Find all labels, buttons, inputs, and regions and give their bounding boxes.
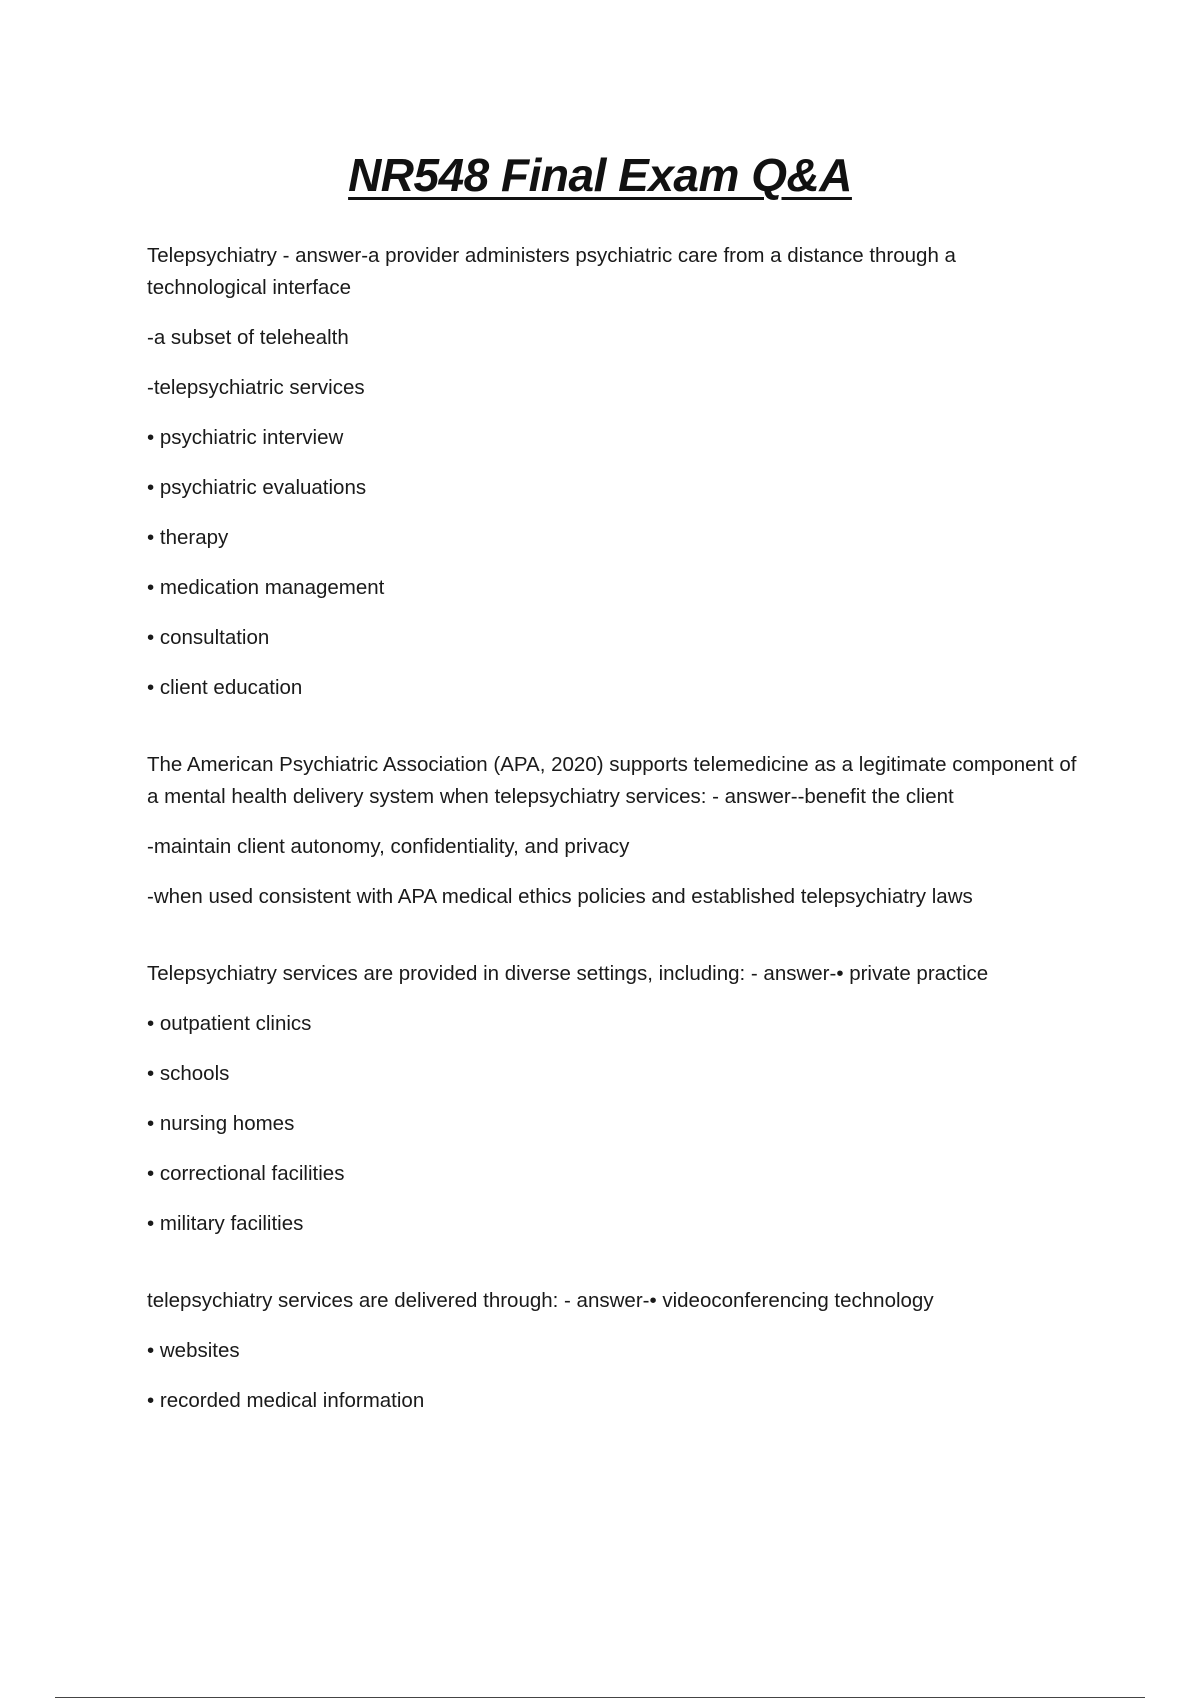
qa-section-telepsychiatry [147, 240, 1077, 704]
qa-question: Telepsychiatry services are provided in diverse settings, including: - answer-• private practice [147, 962, 989, 985]
qa-line: -telepsychiatric services [147, 376, 365, 399]
qa-line: • schools [147, 1062, 230, 1085]
qa-line: • psychiatric evaluations [147, 476, 367, 499]
qa-line: -when used consistent with APA medical ethics policies and established telepsychiatry laws [147, 885, 973, 908]
document-body [147, 240, 1077, 1462]
qa-section-settings [147, 958, 1077, 1240]
qa-line: • military facilities [147, 1212, 304, 1235]
qa-line: • nursing homes [147, 1112, 295, 1135]
qa-line: • outpatient clinics [147, 1012, 312, 1035]
qa-line: • therapy [147, 526, 229, 549]
qa-line: • psychiatric interview [147, 426, 344, 449]
qa-line: -a subset of telehealth [147, 326, 349, 349]
qa-line: • websites [147, 1339, 240, 1362]
qa-line: • correctional facilities [147, 1162, 345, 1185]
footer-divider [55, 1697, 1145, 1698]
document-title: NR548 Final Exam Q&A [348, 149, 852, 201]
qa-line: • consultation [147, 626, 270, 649]
qa-section-delivery [147, 1285, 1077, 1417]
qa-question: Telepsychiatry - answer-a provider administers psychiatric care from a distance through a technological interface [147, 244, 956, 299]
qa-line: • client education [147, 676, 303, 699]
qa-question: telepsychiatry services are delivered through: - answer-• videoconferencing technology [147, 1289, 934, 1312]
qa-section-apa [147, 749, 1077, 913]
qa-question: The American Psychiatric Association (APA, 2020) supports telemedicine as a legitimate component of a mental health delivery system when telepsychiatry services: - answer--benefit the client [147, 753, 1077, 808]
qa-line: -maintain client autonomy, confidentiality, and privacy [147, 835, 630, 858]
qa-line: • medication management [147, 576, 385, 599]
qa-line: • recorded medical information [147, 1389, 425, 1412]
